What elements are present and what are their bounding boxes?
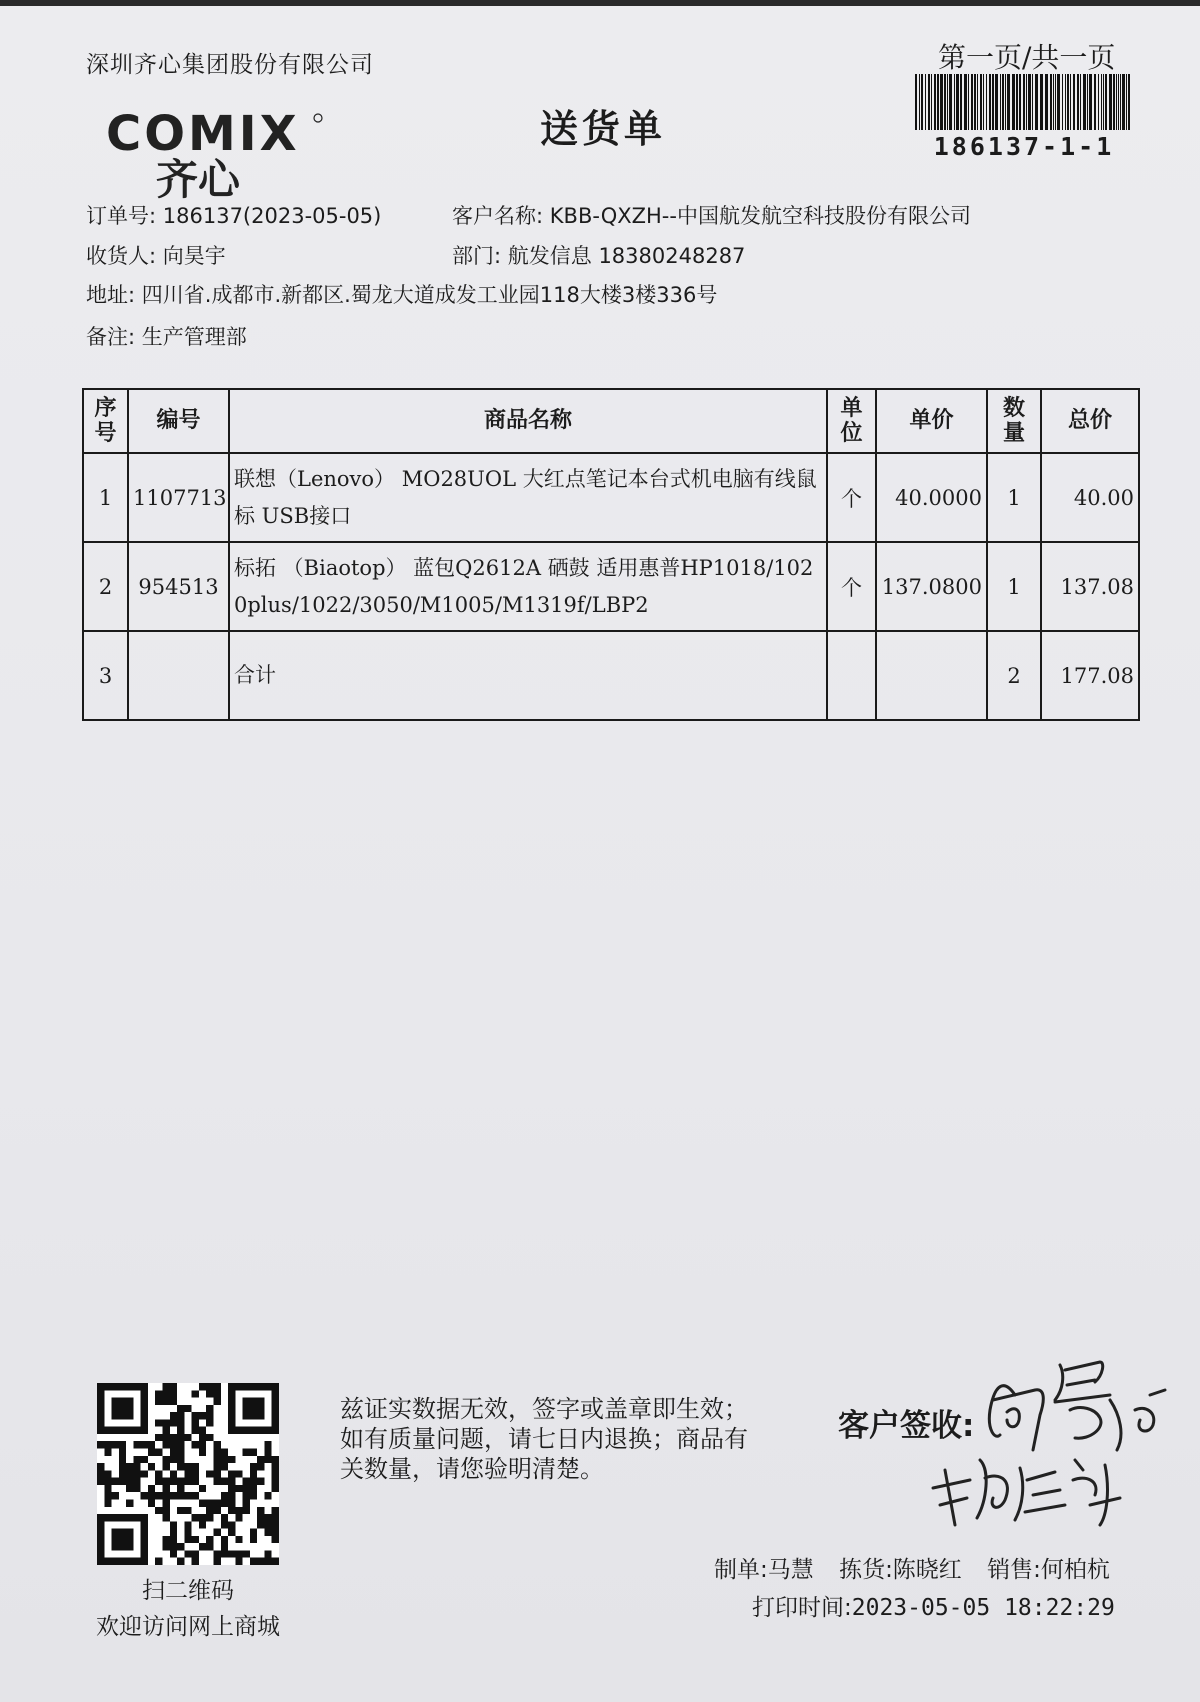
- department-label: 部门:: [452, 244, 502, 268]
- table-row-total: [83, 631, 1139, 720]
- page-indicator: 第一页/共一页: [938, 41, 1116, 74]
- header-total: 总价: [1041, 389, 1139, 453]
- cell-seq: 3: [83, 631, 128, 720]
- logo-chinese: 齐心: [156, 155, 241, 199]
- barcode: [915, 74, 1133, 130]
- comix-logo: [104, 104, 344, 199]
- logo-wordmark: COMIX: [106, 106, 300, 162]
- cell-code: 954513: [128, 542, 229, 631]
- cell-code: 1107713: [128, 453, 229, 542]
- barcode-number: 186137-1-1: [933, 132, 1115, 161]
- qr-caption-line2: 欢迎访问网上商城: [96, 1614, 280, 1640]
- cell-unit: 个: [827, 542, 876, 631]
- receiver-value: 向昊宇: [162, 244, 226, 268]
- table-header-row: [83, 389, 1139, 453]
- cell-name: 标拓 （Biaotop） 蓝包Q2612A 硒鼓 适用惠普HP1018/1020plus/1022/3050/M1005/M1319f/LBP2: [229, 542, 827, 631]
- cell-seq: 1: [83, 453, 128, 542]
- document-title: 送货单: [540, 107, 667, 151]
- remark-field: [86, 321, 247, 351]
- cell-name: 合计: [229, 631, 827, 720]
- picker: 拣货:陈晓红: [839, 1557, 962, 1583]
- cell-unit: 个: [827, 453, 876, 542]
- company-name: 深圳齐心集团股份有限公司: [86, 52, 374, 78]
- cell-price: 40.0000: [876, 453, 987, 542]
- cell-seq: 2: [83, 542, 128, 631]
- print-time-line: [752, 1589, 1115, 1622]
- header-price: 单价: [876, 389, 987, 453]
- print-time-value: 2023-05-05 18:22:29: [851, 1595, 1115, 1621]
- cell-qty: 1: [987, 453, 1041, 542]
- customer-signoff-label: 客户签收:: [838, 1408, 975, 1444]
- table-row: [83, 453, 1139, 542]
- cell-code: [128, 631, 229, 720]
- remark-value: 生产管理部: [141, 325, 247, 349]
- customer-value: KBB-QXZH--中国航发航空科技股份有限公司: [549, 204, 971, 228]
- page-top-edge: [0, 0, 1200, 6]
- customer-label: 客户名称:: [452, 204, 544, 228]
- qr-code-icon: [97, 1383, 279, 1565]
- address-field: [86, 279, 717, 309]
- sales: 销售:何柏杭: [987, 1557, 1110, 1583]
- header-qty: 数 量: [987, 389, 1041, 453]
- address-value: 四川省.成都市.新都区.蜀龙大道成发工业园118大楼3楼336号: [141, 283, 718, 307]
- header-name: 商品名称: [229, 389, 827, 453]
- cell-total: 137.08: [1041, 542, 1139, 631]
- order-number-field: [86, 200, 381, 230]
- customer-field: [452, 200, 971, 230]
- remark-label: 备注:: [86, 325, 136, 349]
- cell-price: [876, 631, 987, 720]
- qr-caption: [80, 1573, 296, 1645]
- receiver-label: 收货人:: [86, 244, 157, 268]
- handwritten-signature: [895, 1340, 1185, 1530]
- header-code: 编号: [128, 389, 229, 453]
- qr-caption-line1: 扫二维码: [142, 1578, 234, 1604]
- header-unit: 单 位: [827, 389, 876, 453]
- cell-qty: 2: [987, 631, 1041, 720]
- print-time-label: 打印时间:: [752, 1595, 852, 1621]
- items-table: [82, 388, 1140, 721]
- cell-total: 40.00: [1041, 453, 1139, 542]
- header-seq: 序 号: [83, 389, 128, 453]
- department-field: [452, 240, 745, 270]
- notice-text: 兹证实数据无效，签字或盖章即生效；如有质量问题，请七日内退换；商品有关数量，请您验明清楚。: [340, 1395, 748, 1483]
- order-number-label: 订单号:: [86, 204, 157, 228]
- cell-price: 137.0800: [876, 542, 987, 631]
- address-label: 地址:: [86, 283, 136, 307]
- order-number-value: 186137(2023-05-05): [162, 204, 382, 228]
- cell-qty: 1: [987, 542, 1041, 631]
- cell-name: 联想（Lenovo） MO28UOL 大红点笔记本台式机电脑有线鼠标 USB接口: [229, 453, 827, 542]
- maker: 制单:马慧: [714, 1557, 814, 1583]
- table-row: [83, 542, 1139, 631]
- staff-line: [714, 1551, 1128, 1584]
- cell-total: 177.08: [1041, 631, 1139, 720]
- department-value: 航发信息 18380248287: [507, 244, 746, 268]
- cell-unit: [827, 631, 876, 720]
- receiver-field: [86, 240, 226, 270]
